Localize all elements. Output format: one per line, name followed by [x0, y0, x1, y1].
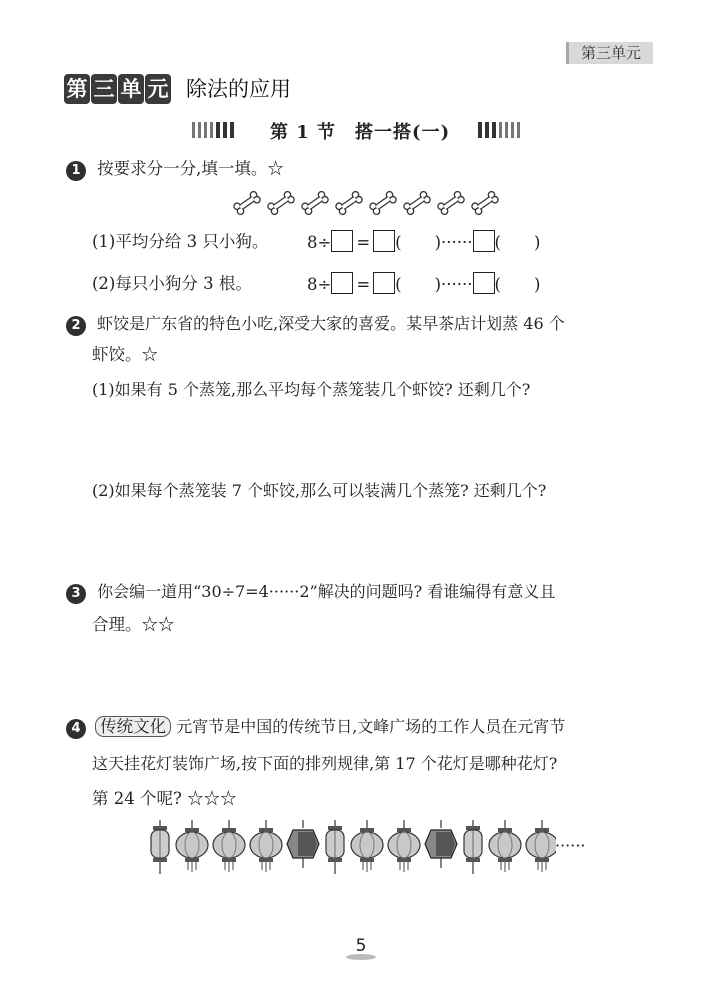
page-number: 5	[355, 936, 367, 956]
q2-part1: (1)如果有 5 个蒸笼,那么平均每个蒸笼装几个虾饺? 还剩几个?	[92, 380, 531, 399]
question-number: 3	[66, 584, 86, 604]
decorative-bars-left	[192, 122, 234, 138]
question-2	[66, 312, 565, 336]
remainder-dots: ······	[441, 275, 473, 294]
tall-lantern-icon	[326, 820, 344, 874]
unit-tab: 第三单元	[566, 42, 653, 64]
question-text-continued: 合理。☆☆	[92, 615, 175, 634]
bone-icon	[301, 190, 330, 215]
bone-icon	[335, 190, 364, 215]
hexagonal-lantern-icon	[287, 820, 319, 868]
question-number: 4	[66, 719, 86, 739]
round-lantern-icon	[388, 820, 420, 872]
question-text: 按要求分一分,填一填。☆	[97, 159, 284, 178]
answer-box[interactable]	[373, 230, 395, 252]
bone-icon	[369, 190, 398, 215]
question-1	[66, 157, 284, 181]
remainder-dots: ······	[441, 233, 473, 252]
equation-dividend: 8÷	[307, 233, 332, 252]
bone-icon	[403, 190, 432, 215]
unit-badge-char: 第	[64, 74, 90, 104]
section-title: 第 1 节 搭一搭(一)	[270, 122, 451, 143]
q1-part2-label: (2)每只小狗分 3 根。	[92, 274, 252, 293]
bones-illustration	[230, 188, 510, 218]
unit-blank[interactable]: ( )	[395, 275, 442, 294]
bone-icon	[471, 190, 500, 215]
tall-lantern-icon	[151, 820, 169, 874]
unit-badge-char: 单	[118, 74, 144, 104]
question-text: 元宵节是中国的传统节日,文峰广场的工作人员在元宵节	[176, 717, 566, 736]
tall-lantern-icon	[464, 820, 482, 874]
bone-icon	[267, 190, 296, 215]
equals-sign: =	[356, 233, 371, 252]
unit-badge-char: 元	[145, 74, 171, 104]
question-text-continued: 第 24 个呢? ☆☆☆	[92, 789, 237, 808]
answer-box[interactable]	[473, 272, 495, 294]
round-lantern-icon	[250, 820, 282, 872]
question-number: 2	[66, 316, 86, 336]
unit-badge	[64, 74, 171, 104]
answer-box[interactable]	[331, 230, 353, 252]
q1-part2-equation	[307, 272, 540, 297]
bone-icon	[233, 190, 262, 215]
equals-sign: =	[356, 275, 371, 294]
lantern-ellipsis: ······	[555, 836, 586, 855]
round-lantern-icon	[526, 820, 556, 872]
answer-box[interactable]	[373, 272, 395, 294]
unit-title: 除法的应用	[186, 77, 291, 101]
lanterns-illustration	[146, 818, 556, 880]
round-lantern-icon	[351, 820, 383, 872]
round-lantern-icon	[213, 820, 245, 872]
bone-icon	[437, 190, 466, 215]
question-3	[66, 580, 555, 604]
equation-dividend: 8÷	[307, 275, 332, 294]
unit-blank[interactable]: ( )	[494, 275, 541, 294]
topic-tag: 传统文化	[95, 716, 171, 737]
decorative-bars-right	[478, 122, 520, 138]
q1-part1-label: (1)平均分给 3 只小狗。	[92, 232, 269, 251]
question-text: 虾饺是广东省的特色小吃,深受大家的喜爱。某早茶店计划蒸 46 个	[97, 314, 565, 333]
q1-part1-equation	[307, 230, 540, 255]
hexagonal-lantern-icon	[425, 820, 457, 868]
question-number: 1	[66, 161, 86, 181]
answer-box[interactable]	[331, 272, 353, 294]
q2-part2: (2)如果每个蒸笼装 7 个虾饺,那么可以装满几个蒸笼? 还剩几个?	[92, 481, 547, 500]
unit-badge-char: 三	[91, 74, 117, 104]
question-text: 你会编一道用“30÷7=4······2”解决的问题吗? 看谁编得有意义且	[97, 582, 556, 601]
unit-blank[interactable]: ( )	[494, 233, 541, 252]
unit-blank[interactable]: ( )	[395, 233, 442, 252]
question-text-continued: 这天挂花灯装饰广场,按下面的排列规律,第 17 个花灯是哪种花灯?	[92, 754, 558, 773]
question-4	[66, 715, 565, 739]
answer-box[interactable]	[473, 230, 495, 252]
round-lantern-icon	[176, 820, 208, 872]
question-text-continued: 虾饺。☆	[92, 345, 158, 364]
round-lantern-icon	[489, 820, 521, 872]
